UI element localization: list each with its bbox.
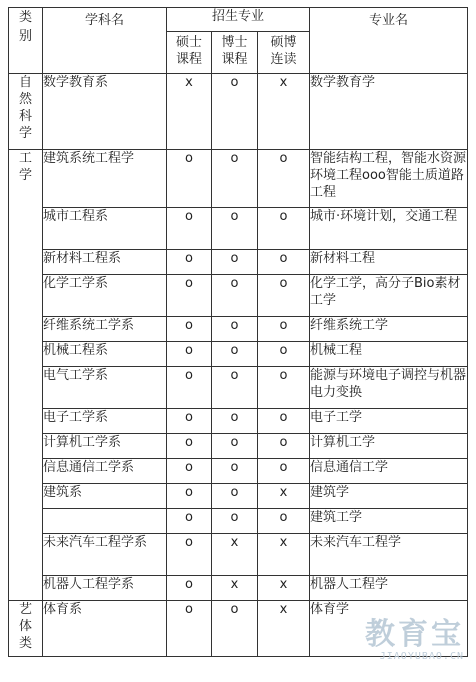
- dept-cell: 计算机工学系: [43, 434, 167, 459]
- table-row: [9, 74, 468, 150]
- phd-mark: [212, 74, 258, 150]
- combined-mark: [258, 534, 310, 576]
- major-cell: 电子工学: [310, 409, 468, 434]
- availability-mark: o: [279, 343, 288, 358]
- dept-cell: 电气工学系: [43, 367, 167, 409]
- major-cell: 能源与环境电子调控与机器电力变换: [310, 367, 468, 409]
- availability-mark: x: [279, 75, 288, 90]
- availability-mark: o: [185, 251, 193, 266]
- major-cell: 城市·环境计划，交通工程: [310, 208, 468, 250]
- masters-mark: [167, 342, 212, 367]
- header-enroll: 招生专业: [167, 8, 310, 32]
- header-category: 类别: [9, 8, 43, 74]
- availability-mark: o: [279, 435, 288, 450]
- combined-mark: [258, 250, 310, 275]
- dept-cell: 建筑系统工程学: [43, 150, 167, 208]
- availability-mark: o: [230, 368, 239, 383]
- availability-mark: x: [279, 485, 288, 500]
- masters-mark: [167, 208, 212, 250]
- availability-mark: o: [185, 435, 193, 450]
- table-row: [9, 509, 468, 534]
- phd-mark: [212, 342, 258, 367]
- table-row: [9, 317, 468, 342]
- combined-mark: [258, 317, 310, 342]
- availability-mark: o: [230, 602, 239, 617]
- availability-mark: o: [185, 209, 193, 224]
- availability-mark: x: [279, 577, 288, 592]
- phd-mark: [212, 275, 258, 317]
- availability-mark: o: [185, 276, 193, 291]
- availability-mark: o: [230, 276, 239, 291]
- masters-mark: [167, 250, 212, 275]
- availability-mark: o: [185, 485, 193, 500]
- availability-mark: x: [230, 577, 239, 592]
- availability-mark: o: [230, 510, 239, 525]
- availability-mark: o: [279, 318, 288, 333]
- availability-mark: x: [230, 535, 239, 550]
- major-cell: 建筑学: [310, 484, 468, 509]
- phd-mark: [212, 509, 258, 534]
- phd-mark: [212, 434, 258, 459]
- dept-cell: 建筑系: [43, 484, 167, 509]
- major-cell: 体育学: [310, 601, 468, 657]
- combined-mark: [258, 434, 310, 459]
- masters-mark: [167, 509, 212, 534]
- availability-mark: o: [185, 510, 193, 525]
- availability-mark: o: [230, 209, 239, 224]
- dept-cell: 纤维系统工学系: [43, 317, 167, 342]
- availability-mark: o: [185, 410, 193, 425]
- dept-cell: [43, 509, 167, 534]
- major-cell: 信息通信工学: [310, 459, 468, 484]
- dept-cell: 机器人工程学系: [43, 576, 167, 601]
- combined-mark: [258, 459, 310, 484]
- masters-mark: [167, 434, 212, 459]
- combined-mark: [258, 275, 310, 317]
- availability-mark: o: [230, 318, 239, 333]
- phd-mark: [212, 576, 258, 601]
- availability-mark: o: [230, 410, 239, 425]
- phd-mark: [212, 534, 258, 576]
- table-row: [9, 208, 468, 250]
- dept-cell: 信息通信工学系: [43, 459, 167, 484]
- combined-mark: [258, 74, 310, 150]
- phd-mark: [212, 601, 258, 657]
- availability-mark: o: [230, 75, 239, 90]
- category-label: 自然科学: [18, 75, 32, 141]
- table-row: [9, 367, 468, 409]
- availability-mark: x: [279, 602, 288, 617]
- masters-mark: [167, 459, 212, 484]
- header-combined: 硕博连读: [258, 32, 310, 74]
- table-row: [9, 534, 468, 576]
- category-label: 艺体类: [18, 602, 32, 651]
- combined-mark: [258, 409, 310, 434]
- availability-mark: o: [230, 343, 239, 358]
- combined-mark: [258, 509, 310, 534]
- header-dept: 学科名: [43, 8, 167, 74]
- phd-mark: [212, 459, 258, 484]
- major-cell: 机器人工程学: [310, 576, 468, 601]
- category-cell: [9, 74, 43, 150]
- table-row: [9, 275, 468, 317]
- watermark-logo: 教育宝 JIAOYUBAO.CN: [365, 617, 464, 662]
- availability-mark: o: [185, 460, 193, 475]
- availability-mark: o: [230, 485, 239, 500]
- category-cell: [9, 150, 43, 601]
- major-cell: 机械工程: [310, 342, 468, 367]
- combined-mark: [258, 150, 310, 208]
- availability-mark: o: [185, 368, 193, 383]
- table-row: [9, 150, 468, 208]
- masters-mark: [167, 534, 212, 576]
- table-row: [9, 576, 468, 601]
- combined-mark: [258, 208, 310, 250]
- availability-mark: o: [279, 410, 288, 425]
- masters-mark: [167, 409, 212, 434]
- availability-mark: x: [279, 535, 288, 550]
- table-row: [9, 434, 468, 459]
- phd-mark: [212, 150, 258, 208]
- combined-mark: [258, 576, 310, 601]
- masters-mark: [167, 317, 212, 342]
- masters-mark: [167, 576, 212, 601]
- availability-mark: o: [279, 510, 288, 525]
- availability-mark: o: [185, 577, 193, 592]
- phd-mark: [212, 484, 258, 509]
- availability-mark: x: [185, 75, 193, 90]
- availability-mark: o: [279, 368, 288, 383]
- availability-mark: o: [279, 209, 288, 224]
- dept-cell: 新材料工程系: [43, 250, 167, 275]
- availability-mark: o: [279, 460, 288, 475]
- table-row: [9, 409, 468, 434]
- availability-mark: o: [230, 460, 239, 475]
- dept-cell: 城市工程系: [43, 208, 167, 250]
- masters-mark: [167, 275, 212, 317]
- phd-mark: [212, 409, 258, 434]
- availability-mark: o: [185, 151, 193, 166]
- phd-mark: [212, 317, 258, 342]
- availability-mark: o: [185, 318, 193, 333]
- phd-mark: [212, 367, 258, 409]
- major-cell: 新材料工程: [310, 250, 468, 275]
- major-cell: 智能结构工程，智能水资源环境工程ooo智能土质道路工程: [310, 150, 468, 208]
- availability-mark: o: [230, 251, 239, 266]
- table-row: [9, 484, 468, 509]
- dept-cell: 机械工程系: [43, 342, 167, 367]
- major-cell: 纤维系统工学: [310, 317, 468, 342]
- availability-mark: o: [185, 343, 193, 358]
- major-cell: 建筑工学: [310, 509, 468, 534]
- major-cell: 数学教育学: [310, 74, 468, 150]
- category-cell: [9, 601, 43, 657]
- availability-mark: o: [230, 151, 239, 166]
- category-label: 工学: [18, 151, 32, 183]
- availability-mark: o: [279, 276, 288, 291]
- masters-mark: [167, 601, 212, 657]
- header-major: 专业名: [310, 8, 468, 74]
- masters-mark: [167, 484, 212, 509]
- combined-mark: [258, 484, 310, 509]
- combined-mark: [258, 601, 310, 657]
- dept-cell: 化学工学系: [43, 275, 167, 317]
- table-row: [9, 342, 468, 367]
- header-phd: 博士课程: [212, 32, 258, 74]
- availability-mark: o: [279, 251, 288, 266]
- major-cell: 计算机工学: [310, 434, 468, 459]
- masters-mark: [167, 367, 212, 409]
- availability-mark: o: [279, 151, 288, 166]
- dept-cell: 电子工学系: [43, 409, 167, 434]
- phd-mark: [212, 250, 258, 275]
- combined-mark: [258, 342, 310, 367]
- table-row: [9, 250, 468, 275]
- dept-cell: 体育系: [43, 601, 167, 657]
- majors-table: [8, 7, 468, 657]
- availability-mark: o: [230, 435, 239, 450]
- table-row: [9, 601, 468, 657]
- header-masters: 硕士课程: [167, 32, 212, 74]
- phd-mark: [212, 208, 258, 250]
- availability-mark: o: [185, 602, 193, 617]
- dept-cell: 数学教育系: [43, 74, 167, 150]
- major-cell: 未来汽车工程学: [310, 534, 468, 576]
- masters-mark: [167, 74, 212, 150]
- masters-mark: [167, 150, 212, 208]
- combined-mark: [258, 367, 310, 409]
- major-cell: 化学工学，高分子Bio素材工学: [310, 275, 468, 317]
- table-row: [9, 459, 468, 484]
- availability-mark: o: [185, 535, 193, 550]
- dept-cell: 未来汽车工程学系: [43, 534, 167, 576]
